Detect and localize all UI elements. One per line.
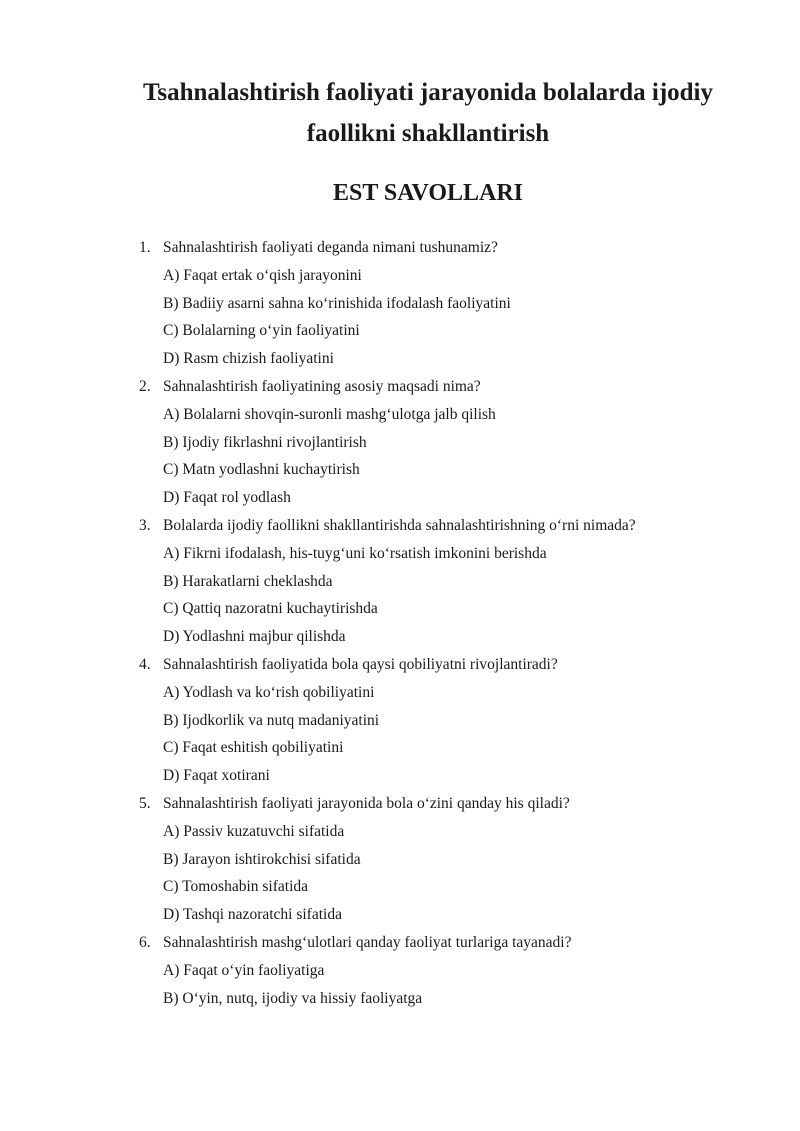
question-text: Bolalarda ijodiy faollikni shakllantirishda sahnalashtirishning o‘rni nimada?	[163, 516, 636, 534]
question-list	[0, 234, 800, 1012]
answer-option: B) Ijodkorlik va nutq madaniyatini	[163, 711, 380, 729]
question-line	[0, 512, 800, 540]
document-title: Tsahnalashtirish faoliyati jarayonida bolalarda ijodiy faollikni shakllantirish	[142, 79, 714, 147]
question-text: Sahnalashtirish faoliyati jarayonida bola o‘zini qanday his qiladi?	[163, 794, 570, 812]
question-line	[0, 234, 800, 262]
question-number: 2.	[139, 377, 151, 395]
question-item	[0, 234, 800, 373]
question-number: 3.	[139, 516, 151, 534]
answer-option: A) Fikrni ifodalash, his-tuyg‘uni ko‘rsatish imkonini berishda	[163, 544, 547, 562]
question-number: 4.	[139, 655, 151, 673]
question-item	[0, 929, 800, 1012]
answer-option: B) Harakatlarni cheklashda	[163, 572, 333, 590]
question-item	[0, 651, 800, 790]
question-text: Sahnalashtirish faoliyati deganda nimani tushunamiz?	[163, 239, 498, 256]
answer-option: C) Bolalarning o‘yin faoliyatini	[163, 322, 360, 340]
question-number: 6.	[139, 933, 151, 951]
question-item	[0, 373, 800, 512]
answer-option: A) Faqat o‘yin faoliyatiga	[163, 961, 325, 979]
answer-option: A) Passiv kuzatuvchi sifatida	[163, 822, 345, 840]
answer-option: B) Jarayon ishtirokchisi sifatida	[163, 850, 361, 868]
question-item	[0, 512, 800, 651]
question-line	[0, 651, 800, 679]
answer-option: B) O‘yin, nutq, ijodiy va hissiy faoliyatga	[163, 989, 423, 1007]
answer-option: C) Tomoshabin sifatida	[163, 878, 309, 896]
answer-option: D) Tashqi nazoratchi sifatida	[163, 906, 342, 924]
question-item	[0, 790, 800, 929]
question-number: 1.	[139, 239, 151, 256]
document-subtitle: EST SAVOLLARI	[332, 180, 524, 206]
question-line	[0, 373, 800, 401]
question-text: Sahnalashtirish mashg‘ulotlari qanday faoliyat turlariga tayanadi?	[163, 933, 572, 951]
question-number: 5.	[139, 794, 151, 812]
answer-option: B) Ijodiy fikrlashni rivojlantirish	[163, 433, 367, 451]
question-text: Sahnalashtirish faoliyatida bola qaysi qobiliyatni rivojlantiradi?	[163, 655, 558, 673]
question-line	[0, 929, 800, 957]
answer-option: C) Qattiq nazoratni kuchaytirishda	[163, 600, 378, 618]
answer-option: A) Bolalarni shovqin-suronli mashg‘ulotga jalb qilish	[163, 405, 496, 423]
answer-option: A) Yodlash va ko‘rish qobiliyatini	[163, 683, 375, 701]
answer-option: A) Faqat ertak o‘qish jarayonini	[163, 266, 362, 284]
question-text: Sahnalashtirish faoliyatining asosiy maqsadi nima?	[163, 377, 481, 395]
question-line	[0, 790, 800, 818]
answer-option: D) Faqat rol yodlash	[163, 489, 291, 507]
answer-option: C) Faqat eshitish qobiliyatini	[163, 739, 344, 757]
answer-option: D) Faqat xotirani	[163, 767, 270, 785]
answer-option: D) Yodlashni majbur qilishda	[163, 628, 346, 646]
answer-option: B) Badiiy asarni sahna ko‘rinishida ifodalash faoliyatini	[163, 294, 511, 312]
answer-option: D) Rasm chizish faoliyatini	[163, 350, 334, 368]
answer-option: C) Matn yodlashni kuchaytirish	[163, 461, 360, 479]
